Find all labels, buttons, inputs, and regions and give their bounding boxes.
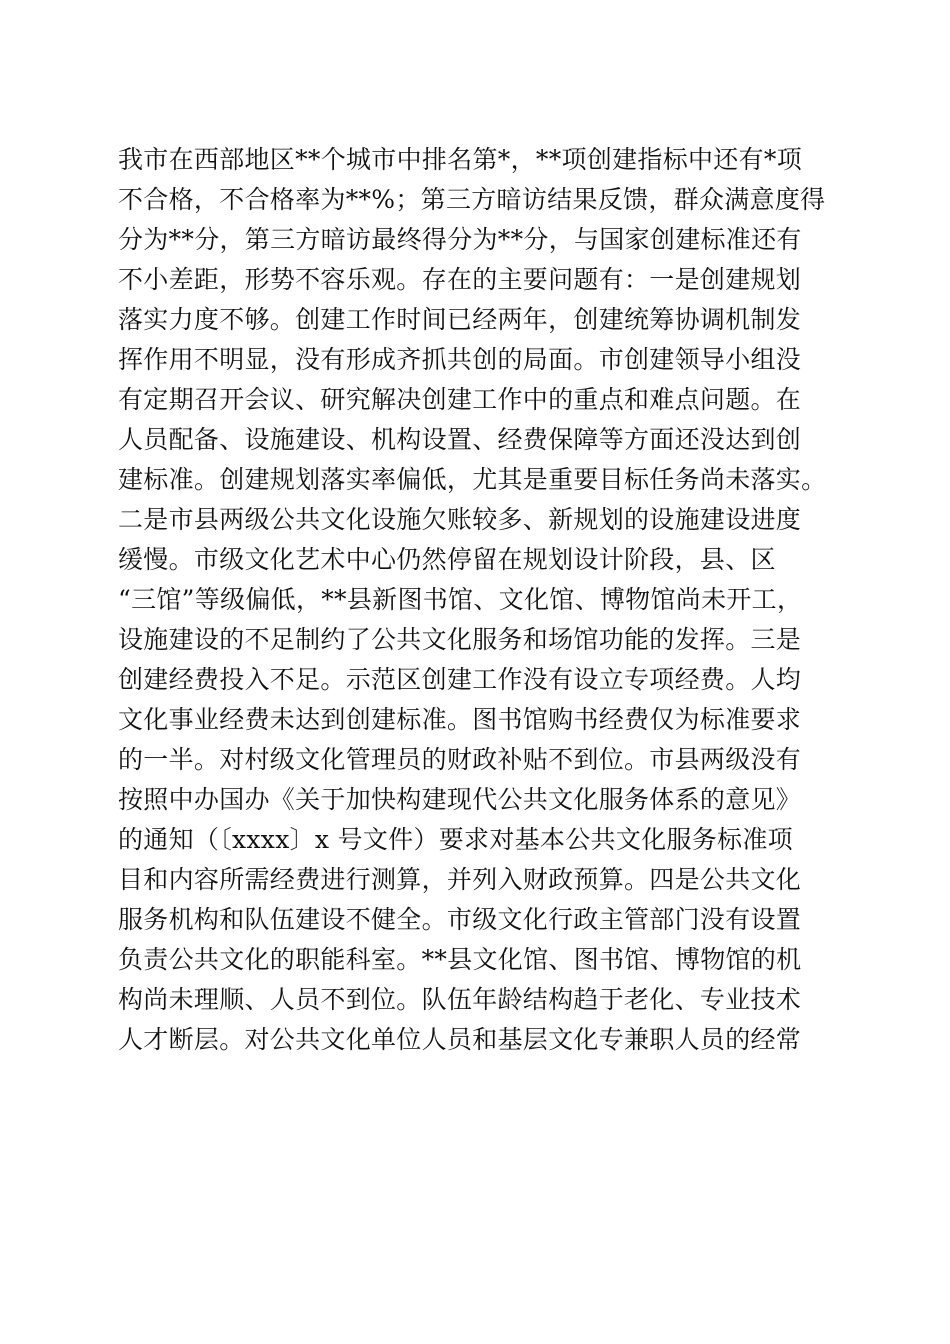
text-line: 有定期召开会议、研究解决创建工作中的重点和难点问题。在 — [118, 385, 802, 414]
text-line: 的一半。对村级文化管理员的财政补贴不到位。市县两级没有 — [118, 745, 802, 774]
text-line: 的通知（〔xxxx〕x 号文件）要求对基本公共文化服务标准项 — [118, 825, 793, 854]
text-line: 创建经费投入不足。示范区创建工作没有设立专项经费。人均 — [118, 665, 802, 694]
text-line: 二是市县两级公共文化设施欠账较多、新规划的设施建设进度 — [118, 505, 802, 534]
text-line: 按照中办国办《关于加快构建现代公共文化服务体系的意见》 — [118, 785, 802, 814]
text-line: 落实力度不够。创建工作时间已经两年，创建统筹协调机制发 — [118, 305, 802, 334]
text-line: 人员配备、设施建设、机构设置、经费保障等方面还没达到创 — [118, 425, 802, 454]
text-line: 设施建设的不足制约了公共文化服务和场馆功能的发挥。三是 — [118, 625, 802, 654]
text-line: 目和内容所需经费进行测算，并列入财政预算。四是公共文化 — [118, 865, 802, 894]
text-line: 不合格，不合格率为**%；第三方暗访结果反馈，群众满意度得 — [118, 185, 826, 214]
text-line: “三馆”等级偏低，**县新图书馆、文化馆、博物馆尚未开工， — [118, 585, 803, 614]
text-line: 构尚未理顺、人员不到位。队伍年龄结构趋于老化、专业技术 — [118, 985, 802, 1014]
text-line: 挥作用不明显，没有形成齐抓共创的局面。市创建领导小组没 — [118, 345, 802, 374]
text-line: 分为**分，第三方暗访最终得分为**分，与国家创建标准还有 — [118, 225, 802, 254]
text-line: 建标准。创建规划落实率偏低，尤其是重要目标任务尚未落实。 — [118, 465, 827, 494]
text-line: 负责公共文化的职能科室。**县文化馆、图书馆、博物馆的机 — [118, 945, 802, 974]
text-line: 不小差距，形势不容乐观。存在的主要问题有：一是创建规划 — [118, 265, 802, 294]
text-line: 文化事业经费未达到创建标准。图书馆购书经费仅为标准要求 — [118, 705, 802, 734]
text-line: 我市在西部地区**个城市中排名第*，**项创建指标中还有*项 — [118, 145, 803, 174]
text-line: 服务机构和队伍建设不健全。市级文化行政主管部门没有设置 — [118, 905, 802, 934]
text-line: 缓慢。市级文化艺术中心仍然停留在规划设计阶段，县、区 — [118, 545, 776, 574]
text-line: 人才断层。对公共文化单位人员和基层文化专兼职人员的经常 — [118, 1025, 802, 1054]
body-paragraph — [118, 140, 838, 1060]
